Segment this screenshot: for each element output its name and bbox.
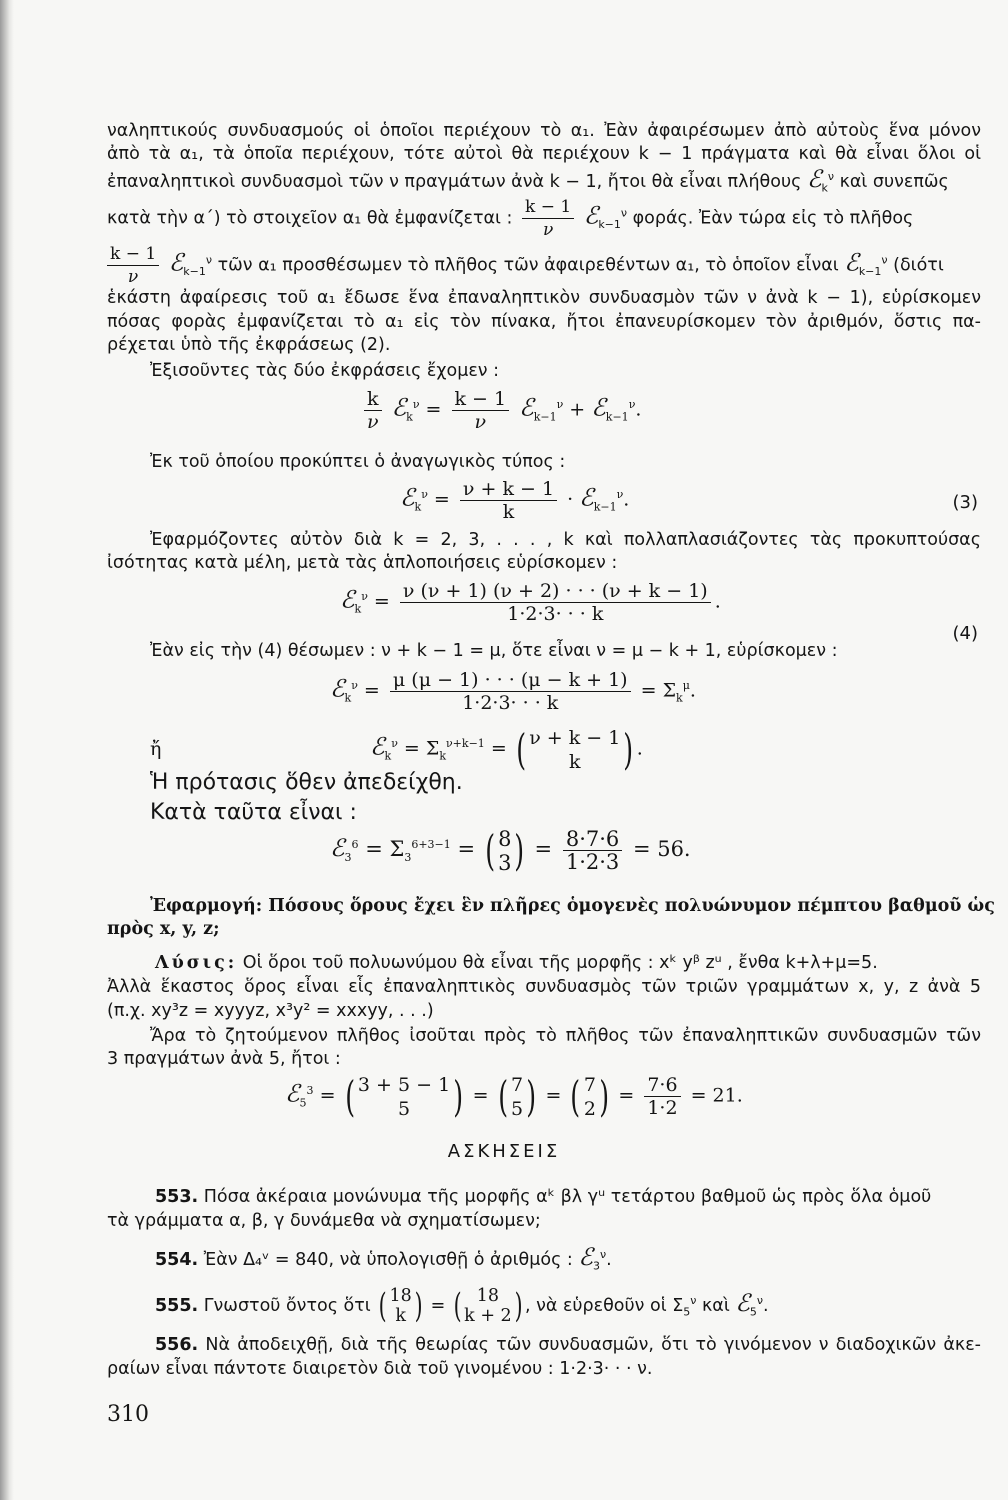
exercises-heading: ΑΣΚΗΣΕΙΣ (447, 1141, 561, 1162)
paragraph-line: ναληπτικούς συνδυασμούς οἱ ὁποῖοι περιέχουν τὸ α₁. Ἐὰν ἀφαιρέσωμεν ἀπὸ αὐτοὺς ἕνα μόνον (107, 121, 981, 141)
paragraph-line: Ἐφαρμόζοντες αὐτὸν διὰ k = 2, 3, . . . , k καὶ πολλαπλασιάζοντες τὰς προκυπτούσας (150, 530, 981, 550)
exercise-556: ραίων εἶναι πάντοτε διαιρετὸν διὰ τοῦ γινομένου : 1·2·3· · · ν. (107, 1359, 653, 1379)
solution-line: (π.χ. xy³z = xyyyz, x³y² = xxxyy, . . .) (107, 1001, 434, 1021)
equation-recurrence: $\frac{k}{\nu}$ ℰ$_k^\nu$ = $\frac{k - 1}{\nu}$ ℰ$_{k-1}^\nu$ + ℰ$_{k-1}^\nu$. (360, 388, 641, 433)
paragraph-line: ἰσότητας κατὰ μέλη, μετὰ τὰς ἁπλοποιήσεις εὑρίσκομεν : (107, 553, 618, 573)
solution-line: 3 πραγμάτων ἀνὰ 5, ἤτοι : (107, 1049, 341, 1069)
paragraph-line: $\frac{k - 1}{\nu}$ ℰ$_{k-1}^\nu$ τῶν α₁ προσθέσωμεν τὸ πλῆθος τῶν ἀφαιρεθέντων α₁, τὸ ὁποῖον εἶναι ℰ$_{k-1}^\nu$ (διότι (107, 243, 981, 288)
paragraph-line: ἑκάστη ἀφαίρεσις τοῦ α₁ ἔδωσε ἕνα ἐπαναληπτικὸν συνδυασμὸν τῶν ν ἀνὰ k − 1), εὑρίσκομεν (107, 288, 981, 308)
paragraph-line: ἐπαναληπτικοὶ συνδυασμοὶ τῶν ν πραγμάτων ἀνὰ k − 1, ἤτοι θὰ εἶναι πλήθους ℰ$_k^\nu$ καὶ συνεπῶς (107, 164, 949, 195)
solution-line: Ἄρα τὸ ζητούμενον πλῆθος ἰσοῦται πρὸς τὸ πλῆθος τῶν ἐπαναληπτικῶν συνδυασμῶν τῶν (150, 1026, 981, 1046)
equation-binom: ℰ$_k^\nu$ = $\Sigma_k^{\nu+k-1}$ = ( ν + k − 1 k ) . (370, 725, 643, 774)
exercise-554: 554. Ἐὰν Δ₄ᵛ = 840, νὰ ὑπολογισθῇ ὁ ἀριθμός : ℰ$_3^\nu$. (155, 1242, 612, 1273)
paragraph-line: Ἐξισοῦντες τὰς δύο ἐκφράσεις ἔχομεν : (150, 361, 500, 381)
statement-line: Ἡ πρότασις ὅθεν ἀπεδείχθη. (150, 770, 463, 795)
solution-line: Λύσις: Οἱ ὅροι τοῦ πολυωνύμου θὰ εἶναι τῆς μορφῆς : xᵏ yᵝ zᵘ , ἔνθα k+λ+μ=5. (155, 953, 878, 973)
application-title: Ἐφαρμογή: Πόσους ὅρους ἔχει ἓν πλῆρες ὁμογενὲς πολυώνυμον πέμπτου βαθμοῦ ὡς (150, 896, 995, 916)
equation-mu: ℰ$_k^\nu$ = $\frac{\mu (\mu - 1) \cdot \cdot \cdot (\mu - k + 1)}{1\cdot 2\cdot 3\cdot \cdot \cdot k}$ = $\Sigma_k^\mu$. (330, 669, 696, 714)
solution-equation: ℰ$_5^3$ = ( 3 + 5 − 1 5 ) = ( 7 5 ) = ( 7 2 ) = $\frac{7\cdot 6}{1\cdot 2}$ = 21. (285, 1072, 743, 1121)
application-title: πρὸς x, y, z; (107, 919, 220, 939)
equation-number: (4) (952, 623, 978, 644)
exercise-556: 556. Νὰ ἀποδειχθῇ, διὰ τῆς θεωρίας τῶν συνδυασμῶν, ὅτι τὸ γινόμενον ν διαδοχικῶν ἀκε- (155, 1335, 981, 1355)
solution-line: Ἀλλὰ ἕκαστος ὅρος εἶναι εἷς ἐπαναληπτικὸς συνδυασμὸς τῶν τριῶν γραμμάτων x, y, z ἀνὰ 5 (107, 977, 981, 997)
paragraph-line: ρέχεται ὑπὸ τῆς ἐκφράσεως (2). (107, 335, 391, 355)
exercise-553: 553. Πόσα ἀκέραια μονώνυμα τῆς μορφῆς αᵏ βλ γᵘ τετάρτου βαθμοῦ ὡς πρὸς ὅλα ὁμοῦ (155, 1187, 932, 1207)
paragraph-line: Ἐκ τοῦ ὁποίου προκύπτει ὁ ἀναγωγικὸς τύπος : (150, 452, 566, 472)
eta-word: ἤ (150, 738, 162, 760)
equation-4: ℰ$_k^\nu$ = $\frac{\nu (\nu + 1) (\nu + 2) \cdot \cdot \cdot (\nu + k - 1)}{1\cdot 2\cdot 3\cdot \cdot \cdot k}$ . (340, 580, 721, 625)
exercise-555: 555. Γνωστοῦ ὄντος ὅτι ( 18 k ) = ( 18 k + 2 ) , νὰ εὑρεθοῦν οἱ $\Sigma_5^\nu$ καὶ ℰ$_5^\nu$. (155, 1286, 769, 1327)
exercise-553: τὰ γράμματα α, β, γ δυνάμεθα νὰ σχηματίσωμεν; (107, 1211, 541, 1231)
paragraph-line: Ἐὰν εἰς τὴν (4) θέσωμεν : ν + k − 1 = μ, ὅτε εἶναι ν = μ − k + 1, εὑρίσκομεν : (150, 641, 838, 661)
paragraph-line: ἀπὸ τὰ α₁, τὰ ὁποῖα περιέχουν, τότε αὐτοὶ θὰ περιέχουν k − 1 πράγματα καὶ θὰ εἶναι ὅλοι οἱ (107, 144, 981, 164)
page-number: 310 (107, 1402, 149, 1427)
equation-number: (3) (952, 492, 978, 513)
equation-3: ℰ$_k^\nu$ = $\frac{\nu + k - 1}{k}$ · ℰ$_{k-1}^\nu$. (400, 478, 630, 523)
paragraph-line: πόσας φορὰς ἐμφανίζεται τὸ α₁ εἰς τὸν πίνακα, ἤτοι ἐπανευρίσκομεν τὸν ἀριθμόν, ὅστις πα- (107, 312, 981, 332)
paragraph-line: κατὰ τὴν α΄) τὸ στοιχεῖον α₁ θὰ ἐμφανίζεται : $\frac{k - 1}{\nu}$ ℰ$_{k-1}^\nu$ φοράς. Ἐὰν τώρα εἰς τὸ πλῆθος (107, 197, 914, 240)
statement-line: Κατὰ ταῦτα εἶναι : (150, 800, 357, 825)
example-equation: ℰ$_3^6$ = $\Sigma_3^{6+3-1}$ = ( 8 3 ) = $\frac{8\cdot 7\cdot 6}{1\cdot 2\cdot 3}$ = 56. (330, 826, 691, 875)
